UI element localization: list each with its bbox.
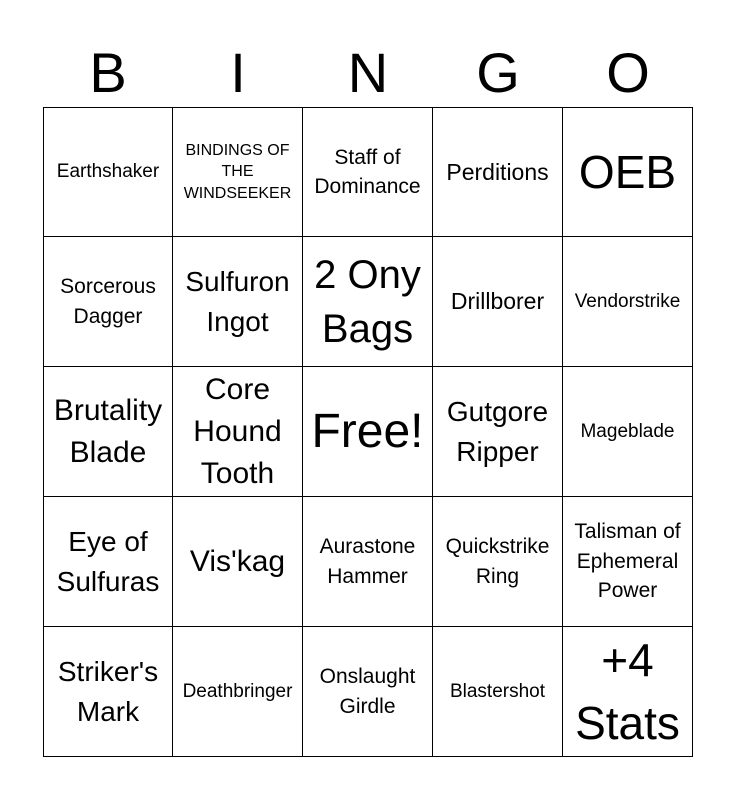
- bingo-cell[interactable]: Core Hound Tooth: [173, 367, 303, 497]
- bingo-cell[interactable]: Sulfuron Ingot: [173, 237, 303, 367]
- header-letter-g: G: [476, 41, 520, 104]
- bingo-cell[interactable]: Perditions: [433, 107, 563, 237]
- bingo-cell[interactable]: Talisman of Ephemeral Power: [563, 497, 693, 627]
- header-letter-b: B: [89, 41, 127, 104]
- header-letter-i: I: [230, 41, 246, 104]
- bingo-cell[interactable]: Vendorstrike: [563, 237, 693, 367]
- bingo-cell[interactable]: Aurastone Hammer: [303, 497, 433, 627]
- bingo-cell[interactable]: Striker's Mark: [43, 627, 173, 757]
- bingo-cell[interactable]: Staff of Dominance: [303, 107, 433, 237]
- bingo-header: [43, 40, 693, 106]
- bingo-board: [43, 107, 693, 757]
- bingo-cell[interactable]: Mageblade: [563, 367, 693, 497]
- bingo-cell[interactable]: Deathbringer: [173, 627, 303, 757]
- bingo-cell[interactable]: +4 Stats: [563, 627, 693, 757]
- header-letter-o: O: [606, 41, 650, 104]
- bingo-cell[interactable]: Brutality Blade: [43, 367, 173, 497]
- bingo-cell[interactable]: Eye of Sulfuras: [43, 497, 173, 627]
- bingo-cell[interactable]: BINDINGS OF THE WINDSEEKER: [173, 107, 303, 237]
- bingo-cell[interactable]: Gutgore Ripper: [433, 367, 563, 497]
- header-letter-n: N: [347, 41, 389, 104]
- bingo-cell[interactable]: 2 Ony Bags: [303, 237, 433, 367]
- bingo-cell[interactable]: Sorcerous Dagger: [43, 237, 173, 367]
- bingo-cell[interactable]: Drillborer: [433, 237, 563, 367]
- bingo-cell[interactable]: Vis'kag: [173, 497, 303, 627]
- bingo-cell[interactable]: Onslaught Girdle: [303, 627, 433, 757]
- bingo-cell[interactable]: Blastershot: [433, 627, 563, 757]
- bingo-free-cell[interactable]: Free!: [303, 367, 433, 497]
- bingo-cell[interactable]: OEB: [563, 107, 693, 237]
- bingo-cell[interactable]: Quickstrike Ring: [433, 497, 563, 627]
- bingo-cell[interactable]: Earthshaker: [43, 107, 173, 237]
